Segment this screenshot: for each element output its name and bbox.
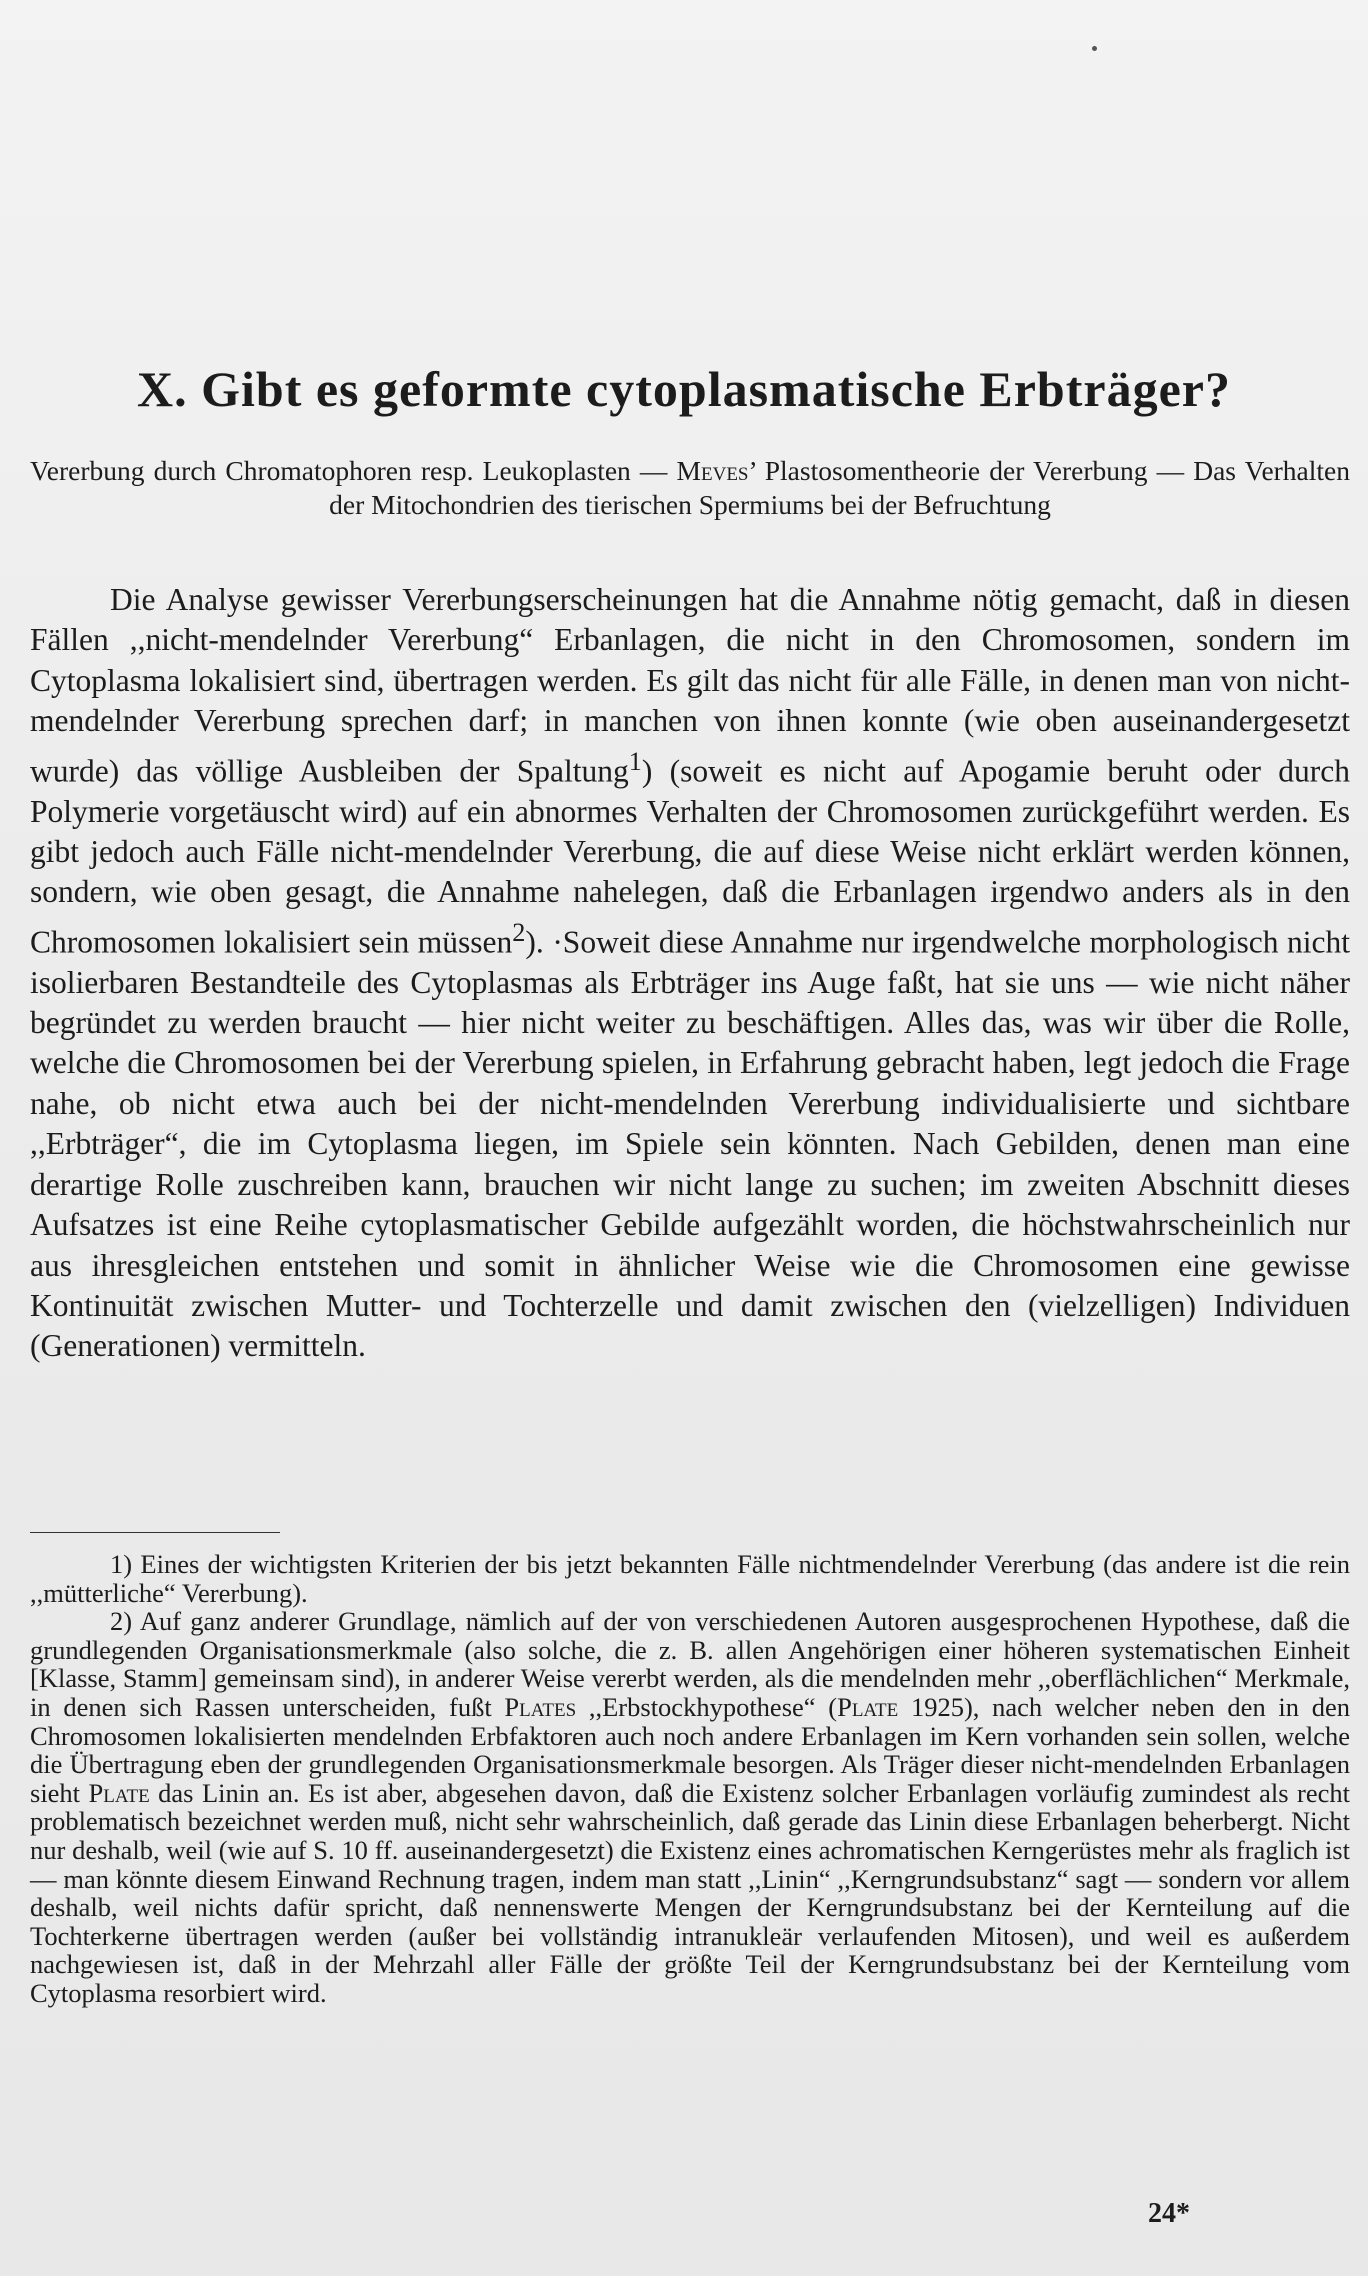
footnote-2: [30, 1607, 1350, 2007]
footnotes: [30, 1550, 1350, 2008]
body-paragraph: [30, 580, 1350, 1367]
summary-part-2: ’ Plastosomentheorie der Vererbung — Das Verhalten der Mitochondrien des tierischen Spermiums bei der Befruchtung: [329, 455, 1350, 520]
author-plate: Plate: [88, 1777, 150, 1808]
paragraph-part-2: ) (soweit es nicht auf Apogamie beruht oder durch Polymerie vorgetäuscht wird) auf ein abnormes Verhalten der Chromosomen zurückgeführt werden. Es gibt jedoch auch Fälle nicht-mendelnder Vererbung, die auf diese Weise nicht erklärt werden können, sondern, wie oben gesagt, die Annahme nahelegen, daß die Erbanlagen irgendwo anders als in den Chromosomen lokalisiert sein müssen: [30, 753, 1350, 960]
footnote-ref-2[interactable]: 2: [512, 917, 526, 947]
paragraph-part-3: ). ·Soweit diese Annahme nur irgendwelche morphologisch nicht isolierbaren Bestandteile des Cytoplasmas als Erbträger ins Auge faßt, hat sie uns — wie nicht näher begründet zu werden braucht — hier nicht weiter zu beschäftigen. Alles das, was wir über die Rolle, welche die Chromosomen bei der Vererbung spielen, in Erfahrung gebracht haben, legt jedoch die Frage nahe, ob nicht etwa auch bei der nicht-mendelnden Vererbung individualisierte und sichtbare ,,Erbträger“, die im Cytoplasma liegen, im Spiele sein könnten. Nach Gebilden, denen man eine derartige Rolle zuschreiben kann, brauchen wir nicht lange zu suchen; im zweiten Abschnitt dieses Aufsatzes ist eine Reihe cytoplasmatischer Gebilde aufgezählt worden, die höchstwahrscheinlich nur aus ihresgleichen entstehen und somit in ähnlicher Weise wie die Chromosomen eine gewisse Kontinuität zwischen Mutter- und Tochterzelle und damit zwischen den (vielzelligen) Individuen (Generationen) vermitteln.: [30, 924, 1350, 1364]
paragraph-part-1: Die Analyse gewisser Vererbungserscheinungen hat die Annahme nötig gemacht, daß in diesen Fällen ,,nicht-mendelnder Vererbung“ Erbanlagen, die nicht in den Chromosomen, sondern im Cytoplasma lokalisiert sind, übertragen werden. Es gilt das nicht für alle Fälle, in denen man von nicht-mendelnder Vererbung sprechen darf; in manchen von ihnen konnte (wie oben auseinandergesetzt wurde) das völlige Ausbleiben der Spaltung: [30, 582, 1350, 789]
footnote-2-text-b: ,,Erbstockhypothese“ (: [576, 1691, 838, 1722]
summary-part-1: Vererbung durch Chromatophoren resp. Leukoplasten —: [30, 455, 677, 486]
summary-author: Meves: [676, 455, 749, 486]
page-number: 24*: [1148, 2198, 1190, 2229]
footnote-2-text-a: 2) Auf ganz anderer Grundlage, nämlich auf der von verschiedenen Autoren ausgesprochenen Hypothese, daß die grundlegenden Organisationsmerkmale (also solche, die z. B. allen Angehörigen einer höheren systematischen Einheit [Klasse, Stamm] gemeinsam sind), in anderer Weise vererbt werden, als die mendelnden mehr ,,oberflächlichen“ Merkmale, in denen sich Rassen unterscheiden, fußt: [30, 1606, 1350, 1722]
speck-mark: [1092, 46, 1097, 51]
footnote-2-text-c: 1925), nach welcher neben den in den Chromosomen lokalisierten mendelnden Erbfaktoren auch noch andere Erbanlagen im Kern vorhanden sein sollen, welche die Übertragung eben der grundlegenden Organisationsmerkmale besorgen. Als Träger dieser nicht-mendelnden Erbanlagen sieht: [30, 1691, 1350, 1808]
footnote-divider: [30, 1532, 280, 1533]
author-plate-citation: Plate: [837, 1691, 899, 1722]
author-plates: Plates: [504, 1691, 577, 1722]
footnote-ref-1[interactable]: 1: [628, 746, 642, 776]
footnote-1: 1) Eines der wichtigsten Kriterien der bis jetzt bekannten Fälle nichtmendelnder Vererbung (das andere ist die rein ,,mütterliche“ Vererbung).: [30, 1549, 1350, 1608]
chapter-summary: [30, 454, 1350, 522]
chapter-heading: X. Gibt es geformte cytoplasmatische Erbträger?: [137, 361, 1231, 417]
footnote-2-text-d: das Linin an. Es ist aber, abgesehen davon, daß die Existenz solcher Erbanlagen vorläufig zumindest als recht problematisch bezeichnet werden muß, nicht sehr wahrscheinlich, daß gerade das Linin diese Erbanlagen beherbergt. Nicht nur deshalb, weil (wie auf S. 10 ff. auseinandergesetzt) die Existenz eines achromatischen Kerngerüstes mehr als fraglich ist — man könnte diesem Einwand Rechnung tragen, indem man statt ,,Linin“ ,,Kerngrundsubstanz“ sagt — sondern vor allem deshalb, weil nichts dafür spricht, daß nennenswerte Mengen der Kerngrundsubstanz bei der Kernteilung auf die Tochterkerne übertragen werden (außer bei vollständig intranukleär verlaufenden Mitosen), und weil es außerdem nachgewiesen ist, daß in der Mehrzahl aller Fälle der größte Teil der Kerngrundsubstanz bei der Kernteilung vom Cytoplasma resorbiert wird.: [30, 1777, 1350, 2008]
